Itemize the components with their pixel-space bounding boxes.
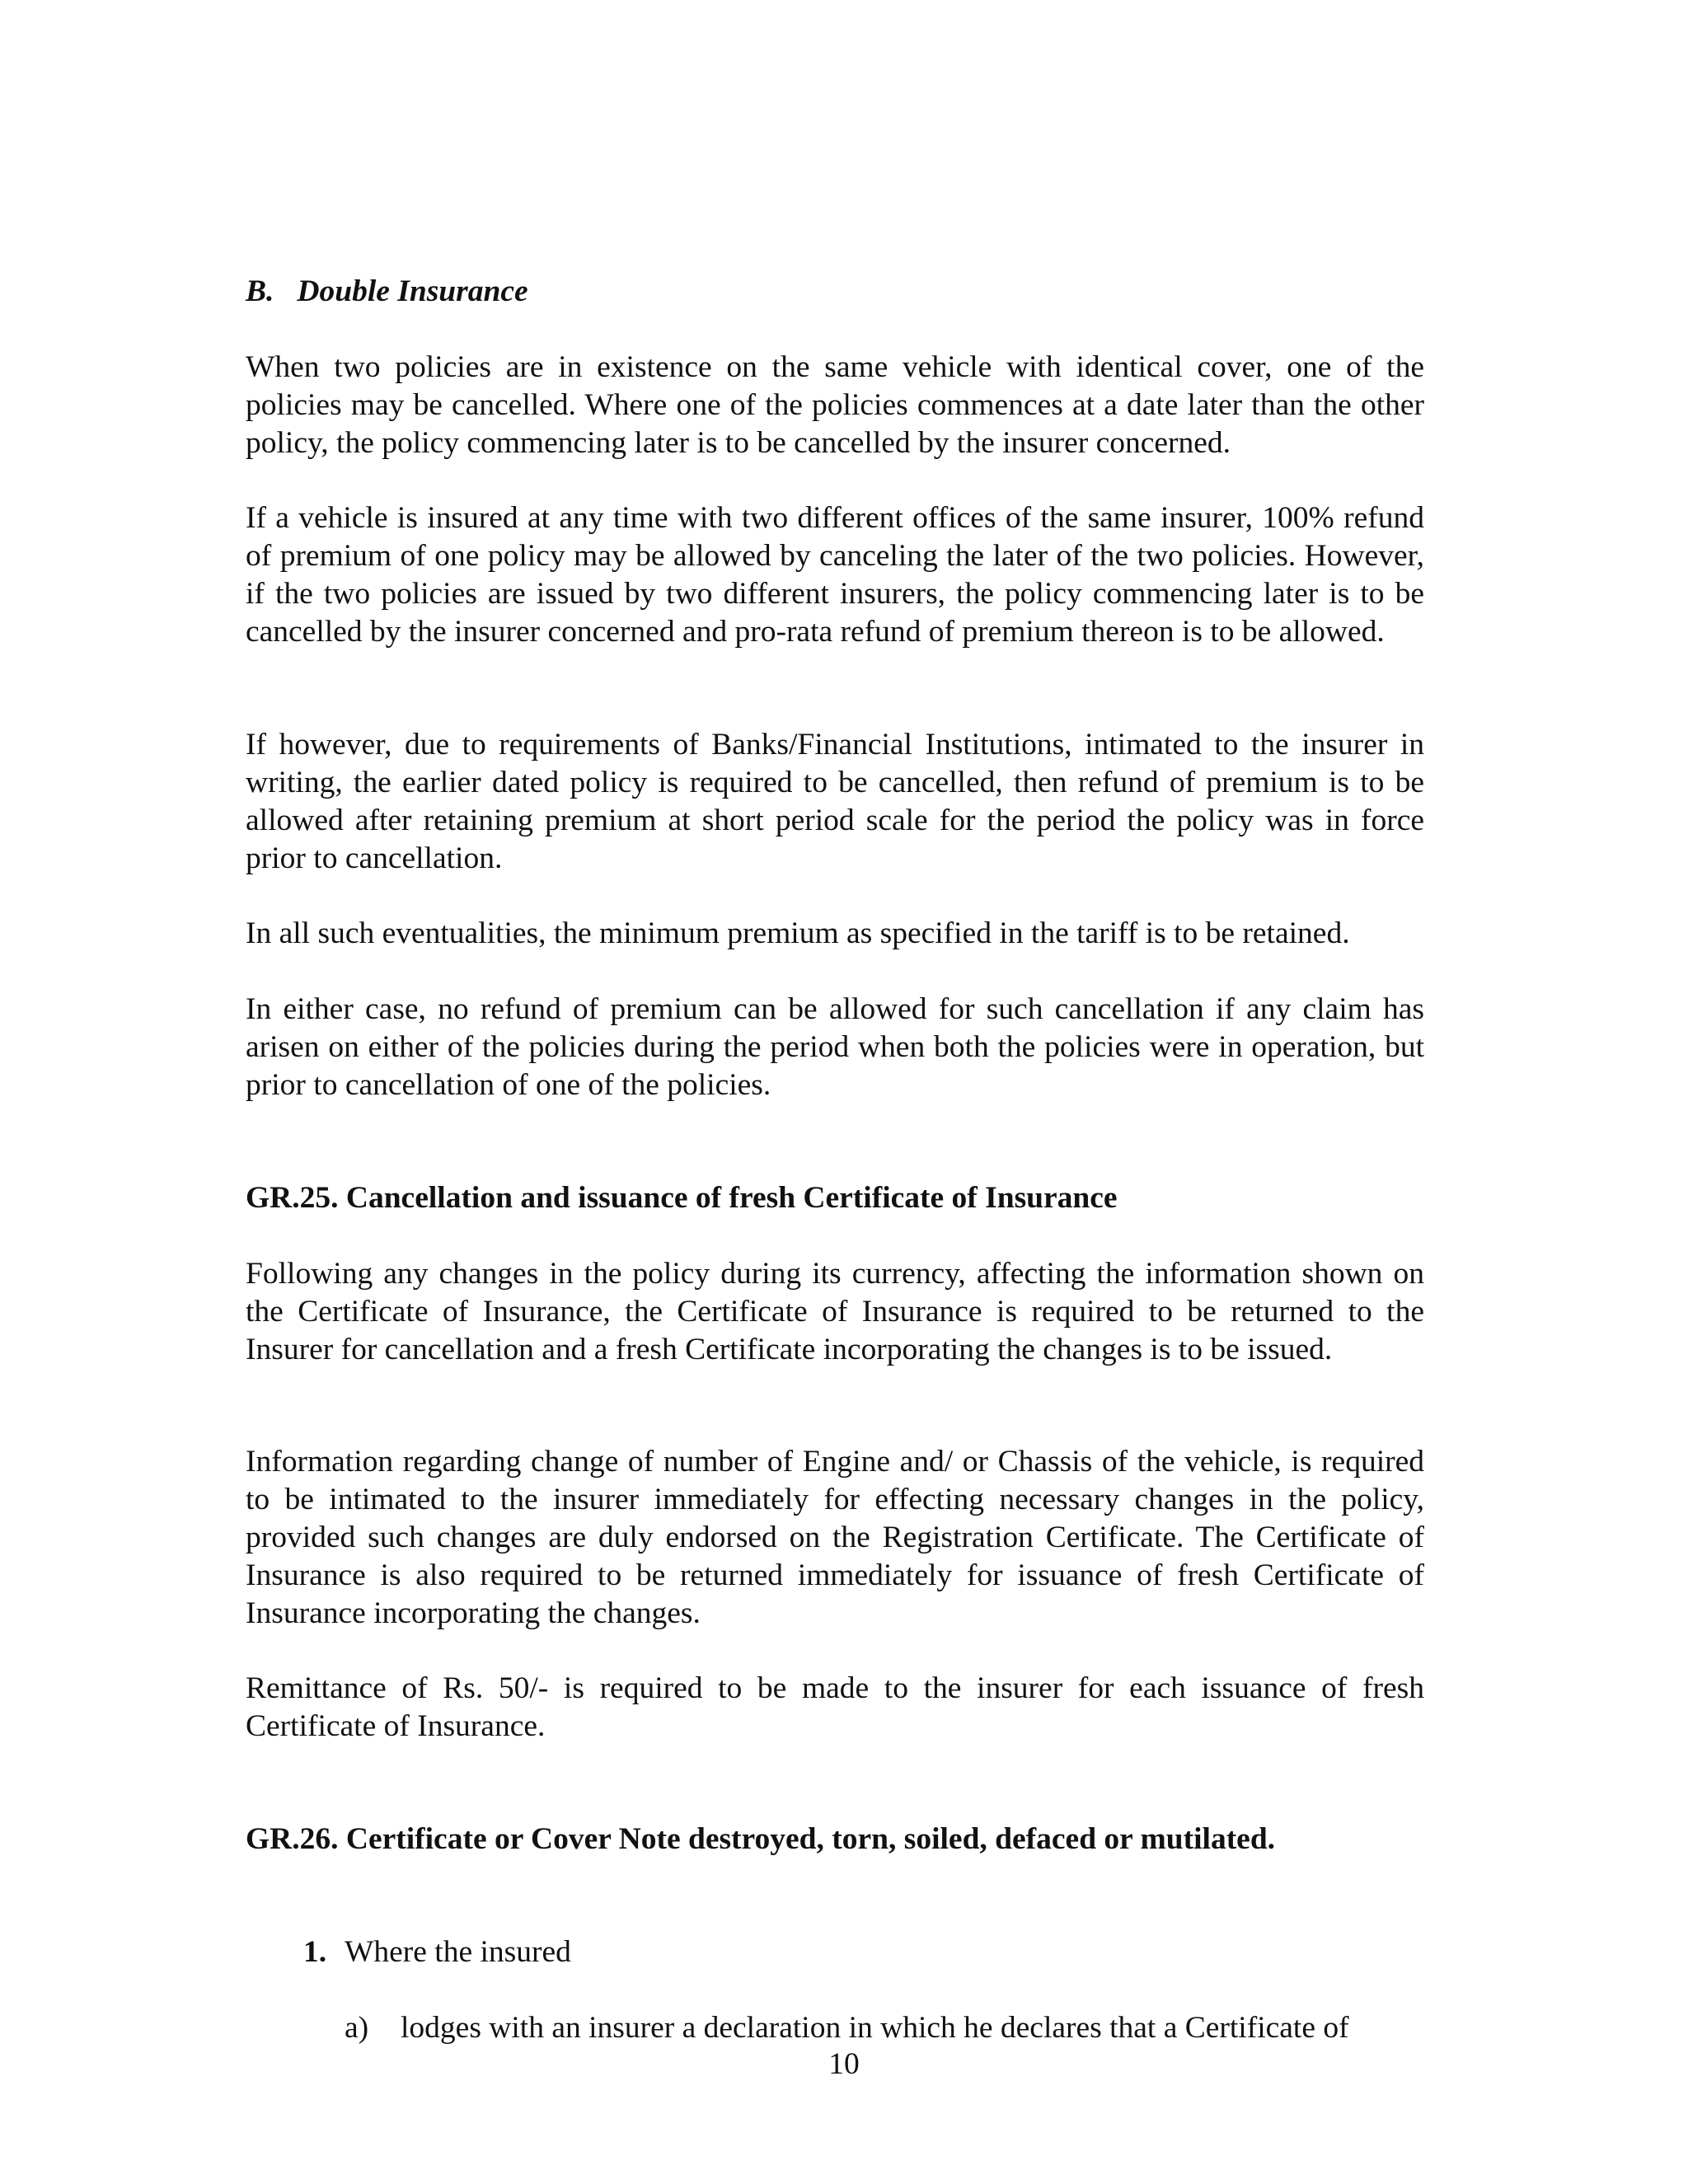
section-b-heading <box>246 273 1424 311</box>
gr26-sub-item-a <box>345 2009 1424 2047</box>
section-b-title: Double Insurance <box>297 274 528 308</box>
gr26-item-1 <box>303 1933 571 1971</box>
page-number: 10 <box>828 2047 860 2081</box>
section-b-paragraph-1: When two policies are in existence on the same vehicle with identical cover, one of the policies may be cancelled. Where one of the policies commences at a date later than the other policy, the policy commencing later is to be cancelled by the insurer concerned. <box>246 350 1424 460</box>
section-b-paragraph-4: In all such eventualities, the minimum premium as specified in the tariff is to be retained. <box>246 916 1350 950</box>
gr26-sub-item-a-text: lodges with an insurer a declaration in which he declares that a Certificate of <box>401 2011 1349 2045</box>
section-b-paragraph-2: If a vehicle is insured at any time with two different offices of the same insurer, 100% refund of premium of one policy may be allowed by canceling the later of the two policies. However, if the two policies are issued by two different insurers, the policy commencing later is to be cancelled by the insurer concerned and pro-rata refund of premium thereon is to be allowed. <box>246 501 1424 649</box>
gr25-paragraph-3: Remittance of Rs. 50/- is required to be made to the insurer for each issuance of fresh Certificate of Insurance. <box>246 1671 1424 1743</box>
gr26-sub-item-a-label: a) <box>345 2011 369 2045</box>
gr25-heading: GR.25. Cancellation and issuance of fresh Certificate of Insurance <box>246 1181 1118 1215</box>
gr25-paragraph-2: Information regarding change of number of Engine and/ or Chassis of the vehicle, is required to be intimated to the insurer immediately for effecting necessary changes in the policy, provided such changes are duly endorsed on the Registration Certificate. The Certificate of Insurance is also required to be returned immediately for issuance of fresh Certificate of Insurance incorporating the changes. <box>246 1445 1424 1630</box>
gr26-heading: GR.26. Certificate or Cover Note destroyed, torn, soiled, defaced or mutilated. <box>246 1822 1276 1856</box>
gr26-item-1-text: Where the insured <box>345 1935 571 1969</box>
section-b-paragraph-5: In either case, no refund of premium can be allowed for such cancellation if any claim has arisen on either of the policies during the period when both the policies were in operation, but prior to cancellation of one of the policies. <box>246 992 1424 1102</box>
section-b-paragraph-3: If however, due to requirements of Banks/Financial Institutions, intimated to the insurer in writing, the earlier dated policy is required to be cancelled, then refund of premium is to be allowed after retaining premium at short period scale for the period the policy was in force prior to cancellation. <box>246 728 1424 875</box>
gr26-item-1-number: 1. <box>303 1935 327 1969</box>
gr25-paragraph-1: Following any changes in the policy during its currency, affecting the information shown on the Certificate of Insurance, the Certificate of Insurance is required to be returned to the Insurer for cancellation and a fresh Certificate incorporating the changes is to be issued. <box>246 1257 1424 1366</box>
section-b-letter: B. <box>246 274 274 308</box>
